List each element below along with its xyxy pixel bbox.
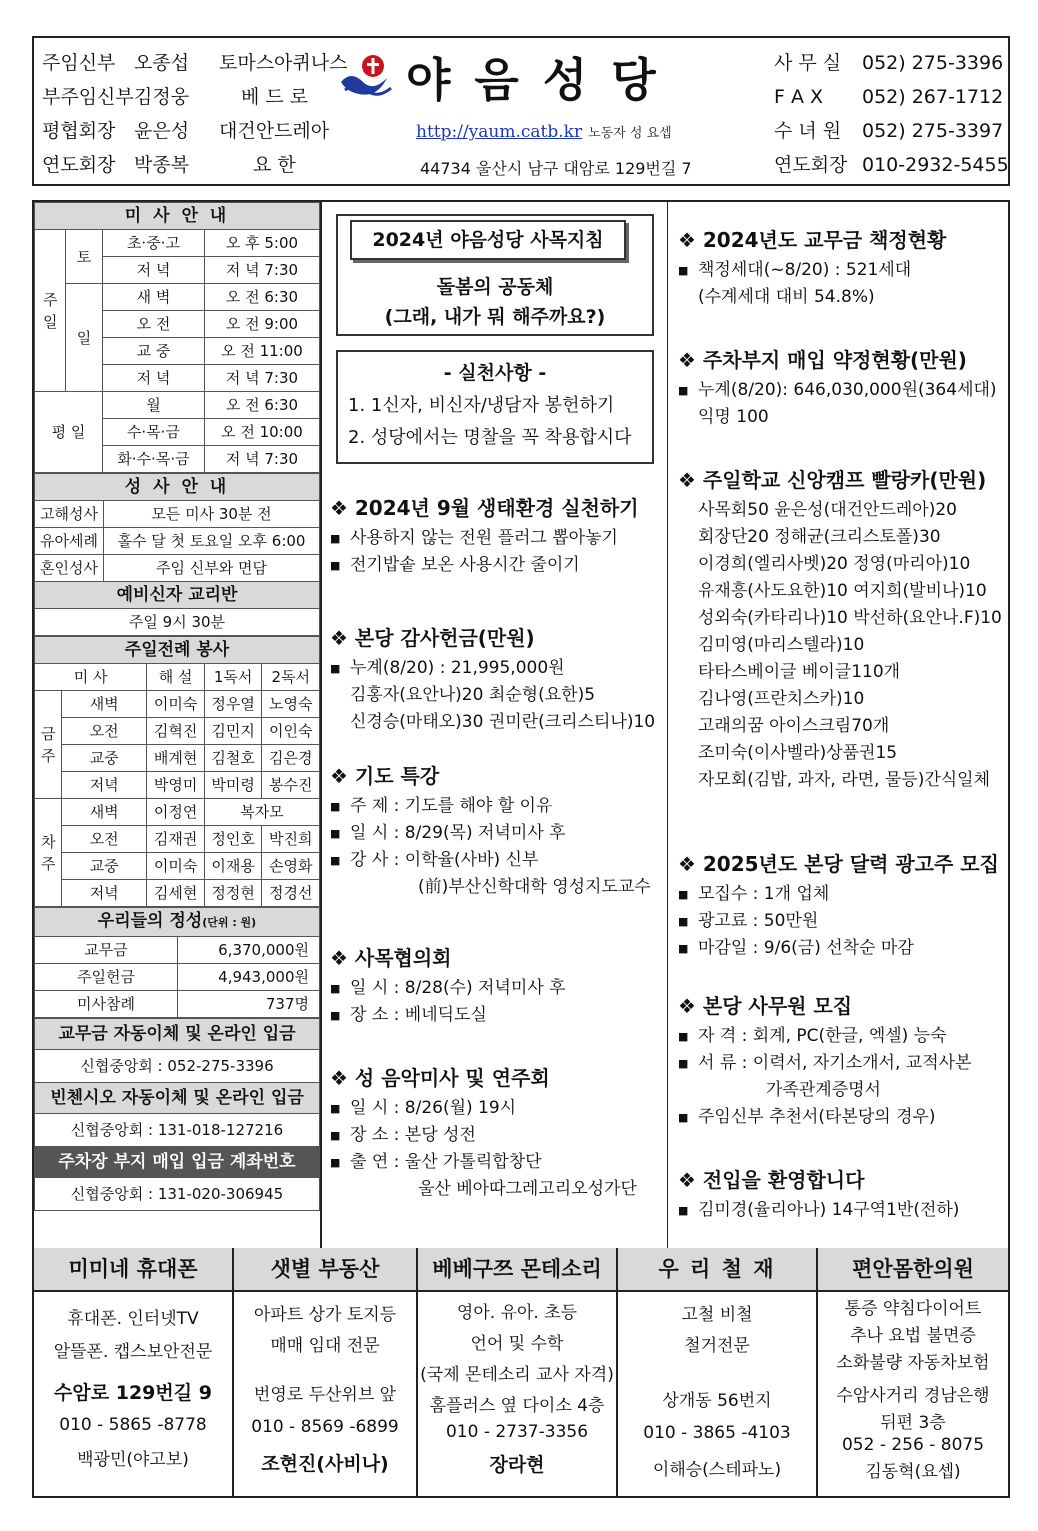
announcement-title: ❖ 주차부지 매입 약정현황(만원) <box>678 348 967 372</box>
mass-time: 저 녁 7:30 <box>204 446 319 473</box>
patron-saint: 노동자 성 요셉 <box>588 126 672 141</box>
announcement-bullet: ■ 주 제 : 기도를 해야 할 이유 <box>330 793 666 820</box>
contact-list <box>774 46 1009 182</box>
parish-website-link[interactable]: http://yaum.catb.kr <box>416 122 583 142</box>
announcement-section <box>330 492 666 579</box>
sacrament-name: 유아세례 <box>35 528 104 555</box>
ad-line: 상개동 56번지 <box>662 1391 772 1411</box>
announcement-title: ❖ 2024년도 교무금 책정현황 <box>678 228 947 252</box>
reader-2: 봉수진 <box>262 772 320 799</box>
announcement-bullet: ■ 책정세대(~8/20) : 521세대 <box>678 257 1014 284</box>
ad-line: 010 - 2737-3356 <box>445 1422 589 1442</box>
announcement-title: ❖ 2024년 9월 생태환경 실천하기 <box>330 496 639 520</box>
announcement-bullet: ■ 주임신부 추천서(타본당의 경우) <box>678 1104 1014 1131</box>
announcement-section <box>330 622 666 736</box>
account-table <box>34 1018 320 1211</box>
pastoral-motto-sub: (그래, 내가 뭐 해주까요?) <box>384 306 606 328</box>
parish-title: 야음성당 <box>406 53 680 107</box>
offering-title: 우리들의 정성 <box>97 911 203 931</box>
pastoral-guideline-title: 2024년 야음성당 사목지침 <box>350 220 626 260</box>
contact-number: 052) 267-1712 <box>862 86 1004 108</box>
offering-table <box>34 907 320 1018</box>
person-name: 김정웅 <box>134 86 190 108</box>
announcement-title: ❖ 본당 감사헌금(만원) <box>330 626 535 650</box>
announcement-section <box>678 1164 1014 1224</box>
commentator: 김세현 <box>147 880 205 907</box>
reader-1: 김철호 <box>204 745 262 772</box>
announcement-bullet: ■ 누계(8/20): 646,030,000원(364세대) <box>678 377 1014 404</box>
practice-item: 1. 1신자, 비신자/냉담자 봉헌하기 <box>348 395 615 416</box>
offering-value: 4,943,000원 <box>178 964 320 991</box>
clergy-row <box>42 46 347 80</box>
baptismal-name: 토마스아퀴나스 <box>219 52 348 74</box>
announcement-bullet: ■ 일 시 : 8/29(목) 저녁미사 후 <box>330 820 666 847</box>
announcement-title: ❖ 전입을 환영합니다 <box>678 1168 865 1192</box>
mass-time: 저 녁 7:30 <box>204 257 319 284</box>
mass-time: 오 후 5:00 <box>204 230 319 257</box>
ad-line: 휴대폰. 인터넷TV <box>67 1309 199 1329</box>
mass-slot: 오전 <box>62 826 147 853</box>
ad-line: 052 - 256 - 8075 <box>841 1435 985 1455</box>
announcement-line: 자모회(김밥, 과자, 라면, 물등)간식일체 <box>698 770 991 790</box>
ad-line: 통증 약침다이어트 <box>844 1299 982 1319</box>
mass-time: 오 전 6:30 <box>204 284 319 311</box>
reader-1: 정인호 <box>204 826 262 853</box>
announcement-title: ❖ 주일학교 신앙캠프 빨랑카(만원) <box>678 468 987 492</box>
mass-name: 오 전 <box>103 311 205 338</box>
ad-line: 이해승(스테파노) <box>652 1460 782 1480</box>
announcement-line: 사목회50 윤은성(대건안드레아)20 <box>698 500 957 520</box>
mass-slot: 새벽 <box>62 799 147 826</box>
announcement-bullet: ■ 일 시 : 8/28(수) 저녁미사 후 <box>330 975 666 1002</box>
saturday-label: 토 <box>66 230 103 284</box>
pastoral-guideline-box <box>336 214 654 336</box>
mass-name: 저 녁 <box>103 257 205 284</box>
mass-time: 저 녁 7:30 <box>204 365 319 392</box>
clergy-row <box>42 114 347 148</box>
ad-line: 010 - 3865 -4103 <box>643 1423 791 1443</box>
mass-schedule-table <box>34 202 320 473</box>
commentator: 이미숙 <box>147 691 205 718</box>
bulletin-body <box>32 200 1010 1252</box>
mass-slot: 저녁 <box>62 880 147 907</box>
ad-line: 장라현 <box>489 1454 545 1476</box>
account-title: 주차장 부지 매입 입금 계좌번호 <box>35 1147 320 1178</box>
commentator: 박영미 <box>147 772 205 799</box>
announcement-line: 이경희(엘리사벳)20 정영(마리아)10 <box>698 554 971 574</box>
announcement-bullet: ■ 일 시 : 8/26(월) 19시 <box>330 1095 666 1122</box>
sacrament-table <box>34 473 320 636</box>
weekday-label: 평 일 <box>35 392 103 473</box>
ad-line: 백광민(야고보) <box>77 1450 189 1470</box>
parish-address: 44734 울산시 남구 대암로 129번길 7 <box>420 159 692 178</box>
ad-real-estate <box>234 1248 418 1496</box>
role: 부주임신부 <box>42 86 134 108</box>
mass-time: 오 전 6:30 <box>204 392 319 419</box>
ad-title: 샛별 부동산 <box>234 1248 416 1292</box>
commentator: 이정연 <box>147 799 205 826</box>
advertisement-strip <box>32 1248 1010 1498</box>
announcement-bullet: ■ 마감일 : 9/6(금) 선착순 마감 <box>678 935 1014 962</box>
reader-1: 이재용 <box>204 853 262 880</box>
announcement-line: 김미영(마리스텔라)10 <box>698 635 865 655</box>
ad-line: 철거전문 <box>684 1336 750 1356</box>
sacrament-info: 모든 미사 30분 전 <box>104 501 320 528</box>
offering-label: 미사참례 <box>35 991 178 1018</box>
ad-title: 베베구쯔 몬테소리 <box>418 1248 616 1292</box>
left-column <box>34 202 322 1250</box>
announcement-title: ❖ 기도 특강 <box>330 764 440 788</box>
header <box>32 36 1010 186</box>
contact-number: 052) 275-3396 <box>862 52 1004 74</box>
announcement-bullet: ■ 전기밥솥 보온 사용시간 줄이기 <box>330 552 666 579</box>
offering-label: 교무금 <box>35 937 178 964</box>
liturgy-table <box>34 636 320 907</box>
announcement-section <box>330 1062 666 1203</box>
contact-row <box>774 80 1009 114</box>
ad-line: 뒤편 3층 <box>880 1413 946 1433</box>
ad-line: 소화불량 자동차보험 <box>836 1353 990 1373</box>
contact-number: 010-2932-5455 <box>862 154 1009 176</box>
mass-time: 오 전 9:00 <box>204 311 319 338</box>
mass-slot: 교중 <box>62 745 147 772</box>
ad-title: 미미네 휴대폰 <box>34 1248 232 1292</box>
announcement-section <box>678 848 1014 962</box>
ad-line: 고철 비철 <box>681 1305 753 1325</box>
baptismal-name: 대건안드레아 <box>219 120 330 142</box>
announcement-bullet: ■ 모집수 : 1개 업체 <box>678 881 1014 908</box>
mass-name: 저 녁 <box>103 365 205 392</box>
ad-line: 추나 요법 불면증 <box>850 1326 976 1346</box>
mass-slot: 저녁 <box>62 772 147 799</box>
announcement-line: 울산 베아따그레고리오성가단 <box>350 1179 637 1199</box>
parish-logo-icon <box>339 52 394 102</box>
mass-time: 오 전 11:00 <box>204 338 319 365</box>
reader-1: 정우열 <box>204 691 262 718</box>
announcement-line: 타타스베이글 베이글110개 <box>698 662 901 682</box>
mass-slot: 오전 <box>62 718 147 745</box>
announcement-line: 가족관계증명서 <box>698 1080 881 1100</box>
announcement-bullet: ■ 서 류 : 이력서, 자기소개서, 교적사본 <box>678 1050 1014 1077</box>
announcement-section <box>330 942 666 1029</box>
announcement-title: ❖ 본당 사무원 모집 <box>678 994 853 1018</box>
announcement-bullet: ■ 누계(8/20) : 21,995,000원 <box>330 655 666 682</box>
contact-row <box>774 114 1009 148</box>
role: 주임신부 <box>42 52 116 74</box>
sacrament-title: 성 사 안 내 <box>35 474 320 501</box>
announcement-bullet: ■ 김미경(율리아나) 14구역1반(전하) <box>678 1197 1014 1224</box>
sunday-day-label: 일 <box>66 284 103 392</box>
announcement-line: 유재흥(사도요한)10 여지희(발비나)10 <box>698 581 987 601</box>
ad-line: 영아. 유아. 초등 <box>456 1303 578 1323</box>
mass-name: 새 벽 <box>103 284 205 311</box>
sacrament-info: 주임 신부와 면담 <box>104 555 320 582</box>
announcement-bullet: ■ 강 사 : 이학율(사바) 신부 <box>330 847 666 874</box>
reader-2: 박진희 <box>262 826 320 853</box>
reader-2: 김은경 <box>262 745 320 772</box>
clergy-row <box>42 80 347 114</box>
right-column <box>670 202 1006 1250</box>
contact-row <box>774 46 1009 80</box>
ad-clinic <box>818 1248 1008 1496</box>
contact-row <box>774 148 1009 182</box>
account-number: 신협중앙회 : 131-018-127216 <box>35 1114 320 1147</box>
mass-slot: 교중 <box>62 853 147 880</box>
baptismal-name: 요 한 <box>253 154 296 176</box>
announcement-line: 김홍자(요안나)20 최순형(요한)5 <box>350 685 596 705</box>
announcement-bullet: ■ 사용하지 않는 전원 플러그 뽑아놓기 <box>330 525 666 552</box>
offering-unit: (단위 : 원) <box>202 916 257 929</box>
announcement-title: ❖ 사목협의회 <box>330 946 452 970</box>
ad-montessori <box>418 1248 618 1496</box>
ad-phone-shop <box>34 1248 234 1496</box>
announcement-title: ❖ 2025년도 본당 달력 광고주 모집 <box>678 852 999 876</box>
ad-line: 홈플러스 옆 다이소 4층 <box>429 1396 605 1416</box>
column-header: 1독서 <box>204 664 262 691</box>
ad-title: 우 리 철 재 <box>618 1248 816 1292</box>
announcement-title: ❖ 성 음악미사 및 연주회 <box>330 1066 550 1090</box>
mass-time: 오 전 10:00 <box>204 419 319 446</box>
ad-line: 언어 및 수학 <box>470 1334 564 1354</box>
offering-value: 6,370,000원 <box>178 937 320 964</box>
ad-line: 010 - 5865 -8778 <box>59 1415 207 1435</box>
mass-name: 교 중 <box>103 338 205 365</box>
middle-column <box>322 202 668 1250</box>
practice-item: 2. 성당에서는 명찰을 꼭 착용합시다 <box>348 427 632 448</box>
announcement-line: 성외숙(카타리나)10 박선하(요안나.F)10 <box>698 608 1002 628</box>
announcement-line: 김나영(프란치스카)10 <box>698 689 865 709</box>
reader-2: 이인숙 <box>262 718 320 745</box>
parish-url-line <box>416 122 672 142</box>
bulletin-page <box>32 36 1008 1496</box>
role: 평협회장 <box>42 120 116 142</box>
ad-line: 수암사거리 경남은행 <box>836 1386 990 1406</box>
announcement-bullet: ■ 장 소 : 본당 성전 <box>330 1122 666 1149</box>
announcement-bullet: ■ 장 소 : 베네딕도실 <box>330 1002 666 1029</box>
this-week-label: 금주 <box>41 724 56 765</box>
announcement-line: 신경승(마태오)30 권미란(크리스티나)10 <box>350 712 656 732</box>
reader-2: 손영화 <box>262 853 320 880</box>
reader-group: 복자모 <box>204 799 319 826</box>
sacrament-name: 혼인성사 <box>35 555 104 582</box>
mass-name: 월 <box>103 392 205 419</box>
contact-label: F A X <box>774 86 824 108</box>
ad-line: 알뜰폰. 캡스보안전문 <box>53 1342 213 1362</box>
account-number: 신협중앙회 : 052-275-3396 <box>35 1050 320 1083</box>
mass-slot: 새벽 <box>62 691 147 718</box>
contact-label: 사 무 실 <box>774 52 842 74</box>
ad-line: 조현진(사비나) <box>261 1453 389 1475</box>
announcement-line: 익명 100 <box>698 407 769 427</box>
announcement-line: 고래의꿈 아이스크림70개 <box>698 716 890 736</box>
reader-1: 김민지 <box>204 718 262 745</box>
column-header: 2독서 <box>262 664 320 691</box>
contact-number: 052) 275-3397 <box>862 120 1004 142</box>
person-name: 박종복 <box>134 154 190 176</box>
announcement-line: 회장단20 정해균(크리스토폴)30 <box>698 527 941 547</box>
reader-2: 노영숙 <box>262 691 320 718</box>
contact-label: 수 녀 원 <box>774 120 842 142</box>
ad-line: 010 - 8569 -6899 <box>251 1417 399 1437</box>
practice-title: - 실천사항 - <box>443 362 547 384</box>
commentator: 김재권 <box>147 826 205 853</box>
offering-value: 737명 <box>178 991 320 1018</box>
mass-name: 화·수·목·금 <box>103 446 205 473</box>
mass-name: 수·목·금 <box>103 419 205 446</box>
announcement-bullet: ■ 광고료 : 50만원 <box>678 908 1014 935</box>
ad-line: 김동혁(요셉) <box>865 1462 961 1482</box>
pastoral-motto: 돌봄의 공동체 <box>436 276 554 298</box>
announcement-section <box>678 990 1014 1131</box>
contact-label: 연도회장 <box>774 154 848 176</box>
commentator: 이미숙 <box>147 853 205 880</box>
announcement-bullet: ■ 자 격 : 회계, PC(한글, 엑셀) 능숙 <box>678 1023 1014 1050</box>
reader-1: 정정현 <box>204 880 262 907</box>
account-number: 신협중앙회 : 131-020-306945 <box>35 1178 320 1211</box>
ad-title: 편안몸한의원 <box>818 1248 1008 1292</box>
ad-scrap-metal <box>618 1248 818 1496</box>
announcement-section <box>678 464 1014 794</box>
column-header: 미 사 <box>35 664 147 691</box>
ad-line: 매매 임대 전문 <box>270 1336 380 1356</box>
next-week-label: 차주 <box>41 832 56 873</box>
person-name: 오종섭 <box>134 52 190 74</box>
announcement-section <box>678 224 1014 311</box>
announcement-section <box>678 344 1014 431</box>
reader-2: 정경선 <box>262 880 320 907</box>
offering-label: 주일헌금 <box>35 964 178 991</box>
clergy-list <box>42 46 347 182</box>
commentator: 배계현 <box>147 745 205 772</box>
announcement-bullet: ■ 출 연 : 울산 가톨릭합창단 <box>330 1149 666 1176</box>
account-title: 빈첸시오 자동이체 및 온라인 입금 <box>35 1083 320 1114</box>
ad-line: 번영로 두산위브 앞 <box>253 1385 397 1405</box>
sacrament-name: 고해성사 <box>35 501 104 528</box>
role: 연도회장 <box>42 154 116 176</box>
ad-line: (국제 몬테소리 교사 자격) <box>420 1365 614 1385</box>
clergy-row <box>42 148 347 182</box>
person-name: 윤은성 <box>134 120 190 142</box>
commentator: 김혁진 <box>147 718 205 745</box>
ad-line: 아파트 상가 토지등 <box>253 1305 397 1325</box>
practice-box <box>336 350 654 464</box>
account-title: 교무금 자동이체 및 온라인 입금 <box>35 1019 320 1050</box>
liturgy-title: 주일전례 봉사 <box>35 637 320 664</box>
announcement-section <box>330 760 666 901</box>
catechumen-title: 예비신자 교리반 <box>35 582 320 609</box>
mass-schedule-title: 미 사 안 내 <box>35 203 320 230</box>
reader-1: 박미령 <box>204 772 262 799</box>
catechumen-time: 주일 9시 30분 <box>35 609 320 636</box>
column-header: 해 설 <box>147 664 205 691</box>
sunday-label: 주일 <box>43 290 58 331</box>
sacrament-info: 홀수 달 첫 토요일 오후 6:00 <box>104 528 320 555</box>
ad-line: 수암로 129번길 9 <box>54 1382 212 1404</box>
announcement-line: (前)부산신학대학 영성지도교수 <box>350 877 651 897</box>
baptismal-name: 베 드 로 <box>241 86 309 108</box>
announcement-line: 조미숙(이사벨라)상품권15 <box>698 743 898 763</box>
announcement-line: (수계세대 대비 54.8%) <box>698 287 875 307</box>
mass-name: 초·중·고 <box>103 230 205 257</box>
